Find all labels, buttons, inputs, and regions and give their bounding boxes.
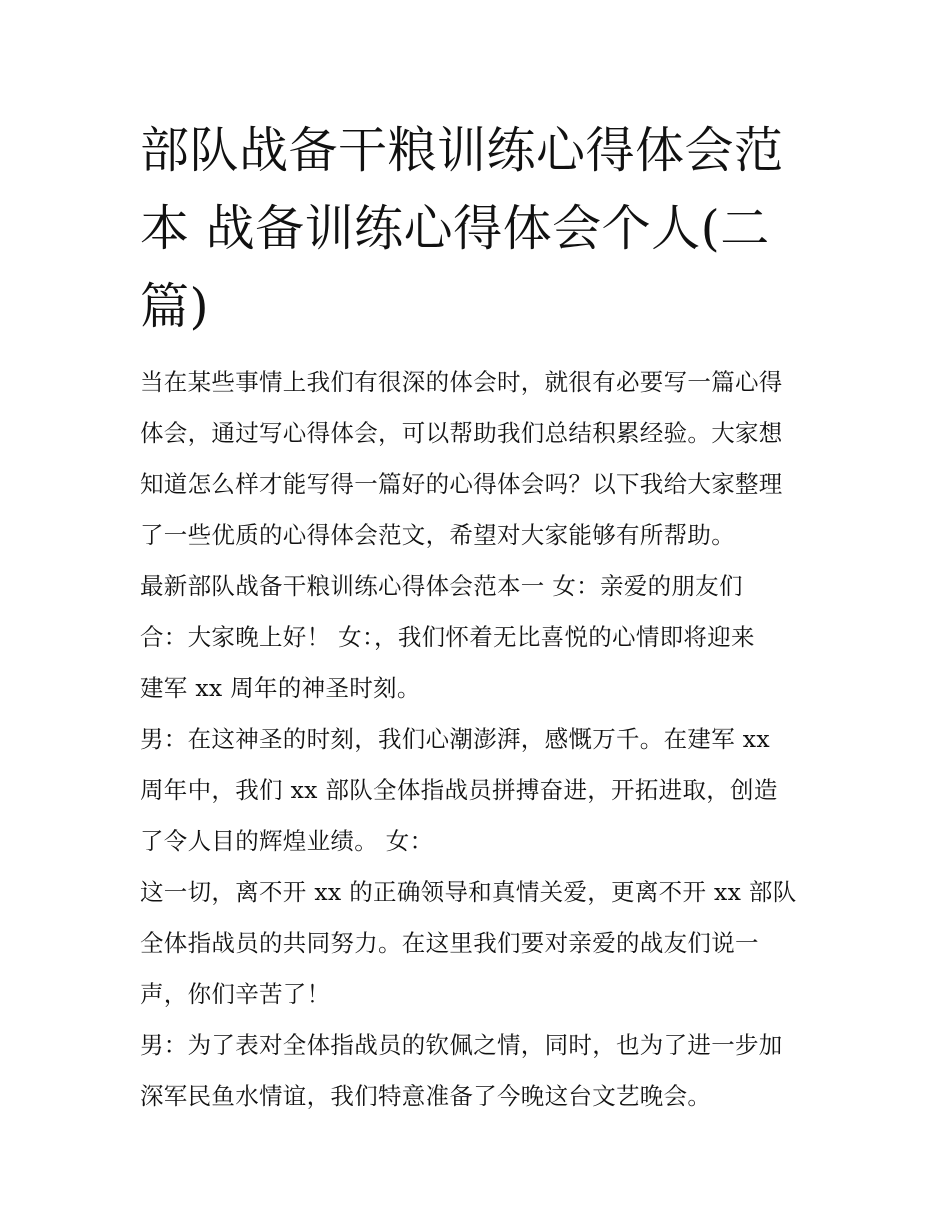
document-title (140, 112, 820, 346)
text-line: 男：在这神圣的时刻，我们心潮澎湃，感慨万千。在建军 xx (140, 725, 770, 753)
text-line: 了令人目的辉煌业绩。 女： (140, 827, 434, 855)
paragraph-female-speaker (140, 867, 820, 1020)
text-line: 建军 xx 周年的神圣时刻。 (140, 674, 421, 702)
text-line: 了一些优质的心得体会范文，希望对大家能够有所帮助。 (140, 521, 735, 549)
text-line: 深军民鱼水情谊，我们特意准备了今晚这台文艺晚会。 (140, 1082, 712, 1110)
text-line: 全体指战员的共同努力。在这里我们要对亲爱的战友们说一 (140, 929, 759, 957)
paragraph-sample-opening (140, 561, 820, 714)
paragraph-male-speaker-2 (140, 1020, 820, 1122)
text-line: 合：大家晚上好！ 女：，我们怀着无比喜悦的心情即将迎来 (140, 623, 755, 651)
title-line: 篇) (140, 278, 210, 335)
title-line: 本 战备训练心得体会个人(二 (140, 200, 770, 257)
paragraph-intro (140, 357, 820, 561)
text-line: 这一切，离不开 xx 的正确领导和真情关爱，更离不开 xx 部队 (140, 878, 797, 906)
text-line: 最新部队战备干粮训练心得体会范本一 女：亲爱的朋友们 (140, 572, 743, 600)
text-line: 知道怎么样才能写得一篇好的心得体会吗？以下我给大家整理 (140, 470, 783, 498)
title-line: 部队战备干粮训练心得体会范 (140, 122, 784, 179)
text-line: 体会，通过写心得体会，可以帮助我们总结积累经验。大家想 (140, 419, 783, 447)
document-body (140, 357, 820, 1122)
text-line: 周年中，我们 xx 部队全体指战员拼搏奋进，开拓进取，创造 (140, 776, 778, 804)
text-line: 声，你们辛苦了！ (140, 980, 331, 1008)
text-line: 当在某些事情上我们有很深的体会时，就很有必要写一篇心得 (140, 368, 783, 396)
paragraph-male-speaker-1 (140, 714, 820, 867)
text-line: 男：为了表对全体指战员的钦佩之情，同时，也为了进一步加 (140, 1031, 783, 1059)
